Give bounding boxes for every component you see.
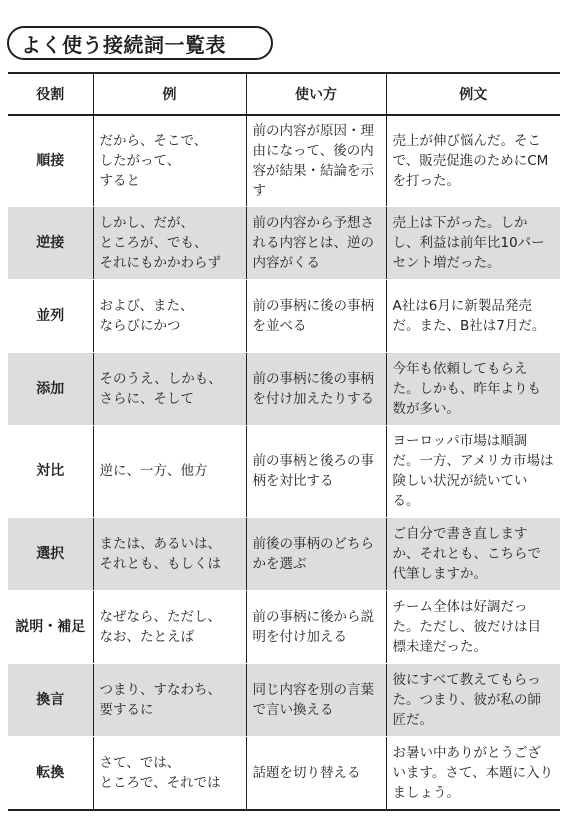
header-usage: 使い方 — [246, 73, 386, 115]
sentence-cell: 売上は下がった。しかし、利益は前年比10パーセント増だった。 — [386, 206, 560, 279]
usage-cell: 前の事柄と後ろの事柄を対比する — [246, 425, 386, 517]
role-cell: 対比 — [8, 425, 93, 517]
table-row — [8, 517, 560, 590]
sentence-cell: 売上が伸び悩んだ。そこで、販売促進のためにCMを打った。 — [386, 115, 560, 206]
table-row — [8, 279, 560, 352]
table-row — [8, 206, 560, 279]
examples-cell: しかし、だが、 ところが、でも、 それにもかかわらず — [93, 206, 246, 279]
examples-cell: 逆に、一方、他方 — [93, 425, 246, 517]
table-row — [8, 736, 560, 810]
role-cell: 説明・補足 — [8, 590, 93, 663]
examples-cell: および、また、 ならびにかつ — [93, 279, 246, 352]
table-header-row — [8, 73, 560, 115]
role-cell: 選択 — [8, 517, 93, 590]
header-sentence: 例文 — [386, 73, 560, 115]
usage-cell: 前の内容が原因・理由になって、後の内容が結果・結論を示す — [246, 115, 386, 206]
sentence-cell: お暑い中ありがとうございます。さて、本題に入りましょう。 — [386, 736, 560, 810]
role-cell: 順接 — [8, 115, 93, 206]
examples-cell: そのうえ、しかも、 さらに、そして — [93, 352, 246, 425]
usage-cell: 前の事柄に後の事柄を付け加えたりする — [246, 352, 386, 425]
usage-cell: 前の事柄に後の事柄を並べる — [246, 279, 386, 352]
sentence-cell: チーム全体は好調だった。ただし、彼だけは目標未達だった。 — [386, 590, 560, 663]
examples-cell: だから、そこで、 したがって、 すると — [93, 115, 246, 206]
usage-cell: 同じ内容を別の言葉で言い換える — [246, 663, 386, 736]
table-row — [8, 590, 560, 663]
sentence-cell: 今年も依頼してもらえた。しかも、昨年よりも数が多い。 — [386, 352, 560, 425]
table-row — [8, 115, 560, 206]
table-row — [8, 663, 560, 736]
role-cell: 並列 — [8, 279, 93, 352]
page-title: よく使う接続詞一覧表 — [7, 26, 273, 60]
usage-cell: 前の内容から予想される内容とは、逆の内容がくる — [246, 206, 386, 279]
role-cell: 換言 — [8, 663, 93, 736]
usage-cell: 前の事柄に後から説明を付け加える — [246, 590, 386, 663]
sentence-cell: A社は6月に新製品発売だ。また、B社は7月だ。 — [386, 279, 560, 352]
usage-cell: 前後の事柄のどちらかを選ぶ — [246, 517, 386, 590]
header-role: 役割 — [8, 73, 93, 115]
sentence-cell: ご自分で書き直しますか、それとも、こちらで代筆しますか。 — [386, 517, 560, 590]
table-row — [8, 352, 560, 425]
role-cell: 逆接 — [8, 206, 93, 279]
sentence-cell: 彼にすべて教えてもらった。つまり、彼が私の師匠だ。 — [386, 663, 560, 736]
examples-cell: つまり、すなわち、 要するに — [93, 663, 246, 736]
role-cell: 転換 — [8, 736, 93, 810]
examples-cell: または、あるいは、 それとも、もしくは — [93, 517, 246, 590]
table-row — [8, 425, 560, 517]
usage-cell: 話題を切り替える — [246, 736, 386, 810]
conjunction-table — [8, 72, 560, 811]
examples-cell: さて、では、 ところで、それでは — [93, 736, 246, 810]
sentence-cell: ヨーロッパ市場は順調だ。一方、アメリカ市場は険しい状況が続いている。 — [386, 425, 560, 517]
role-cell: 添加 — [8, 352, 93, 425]
header-examples: 例 — [93, 73, 246, 115]
examples-cell: なぜなら、ただし、 なお、たとえば — [93, 590, 246, 663]
